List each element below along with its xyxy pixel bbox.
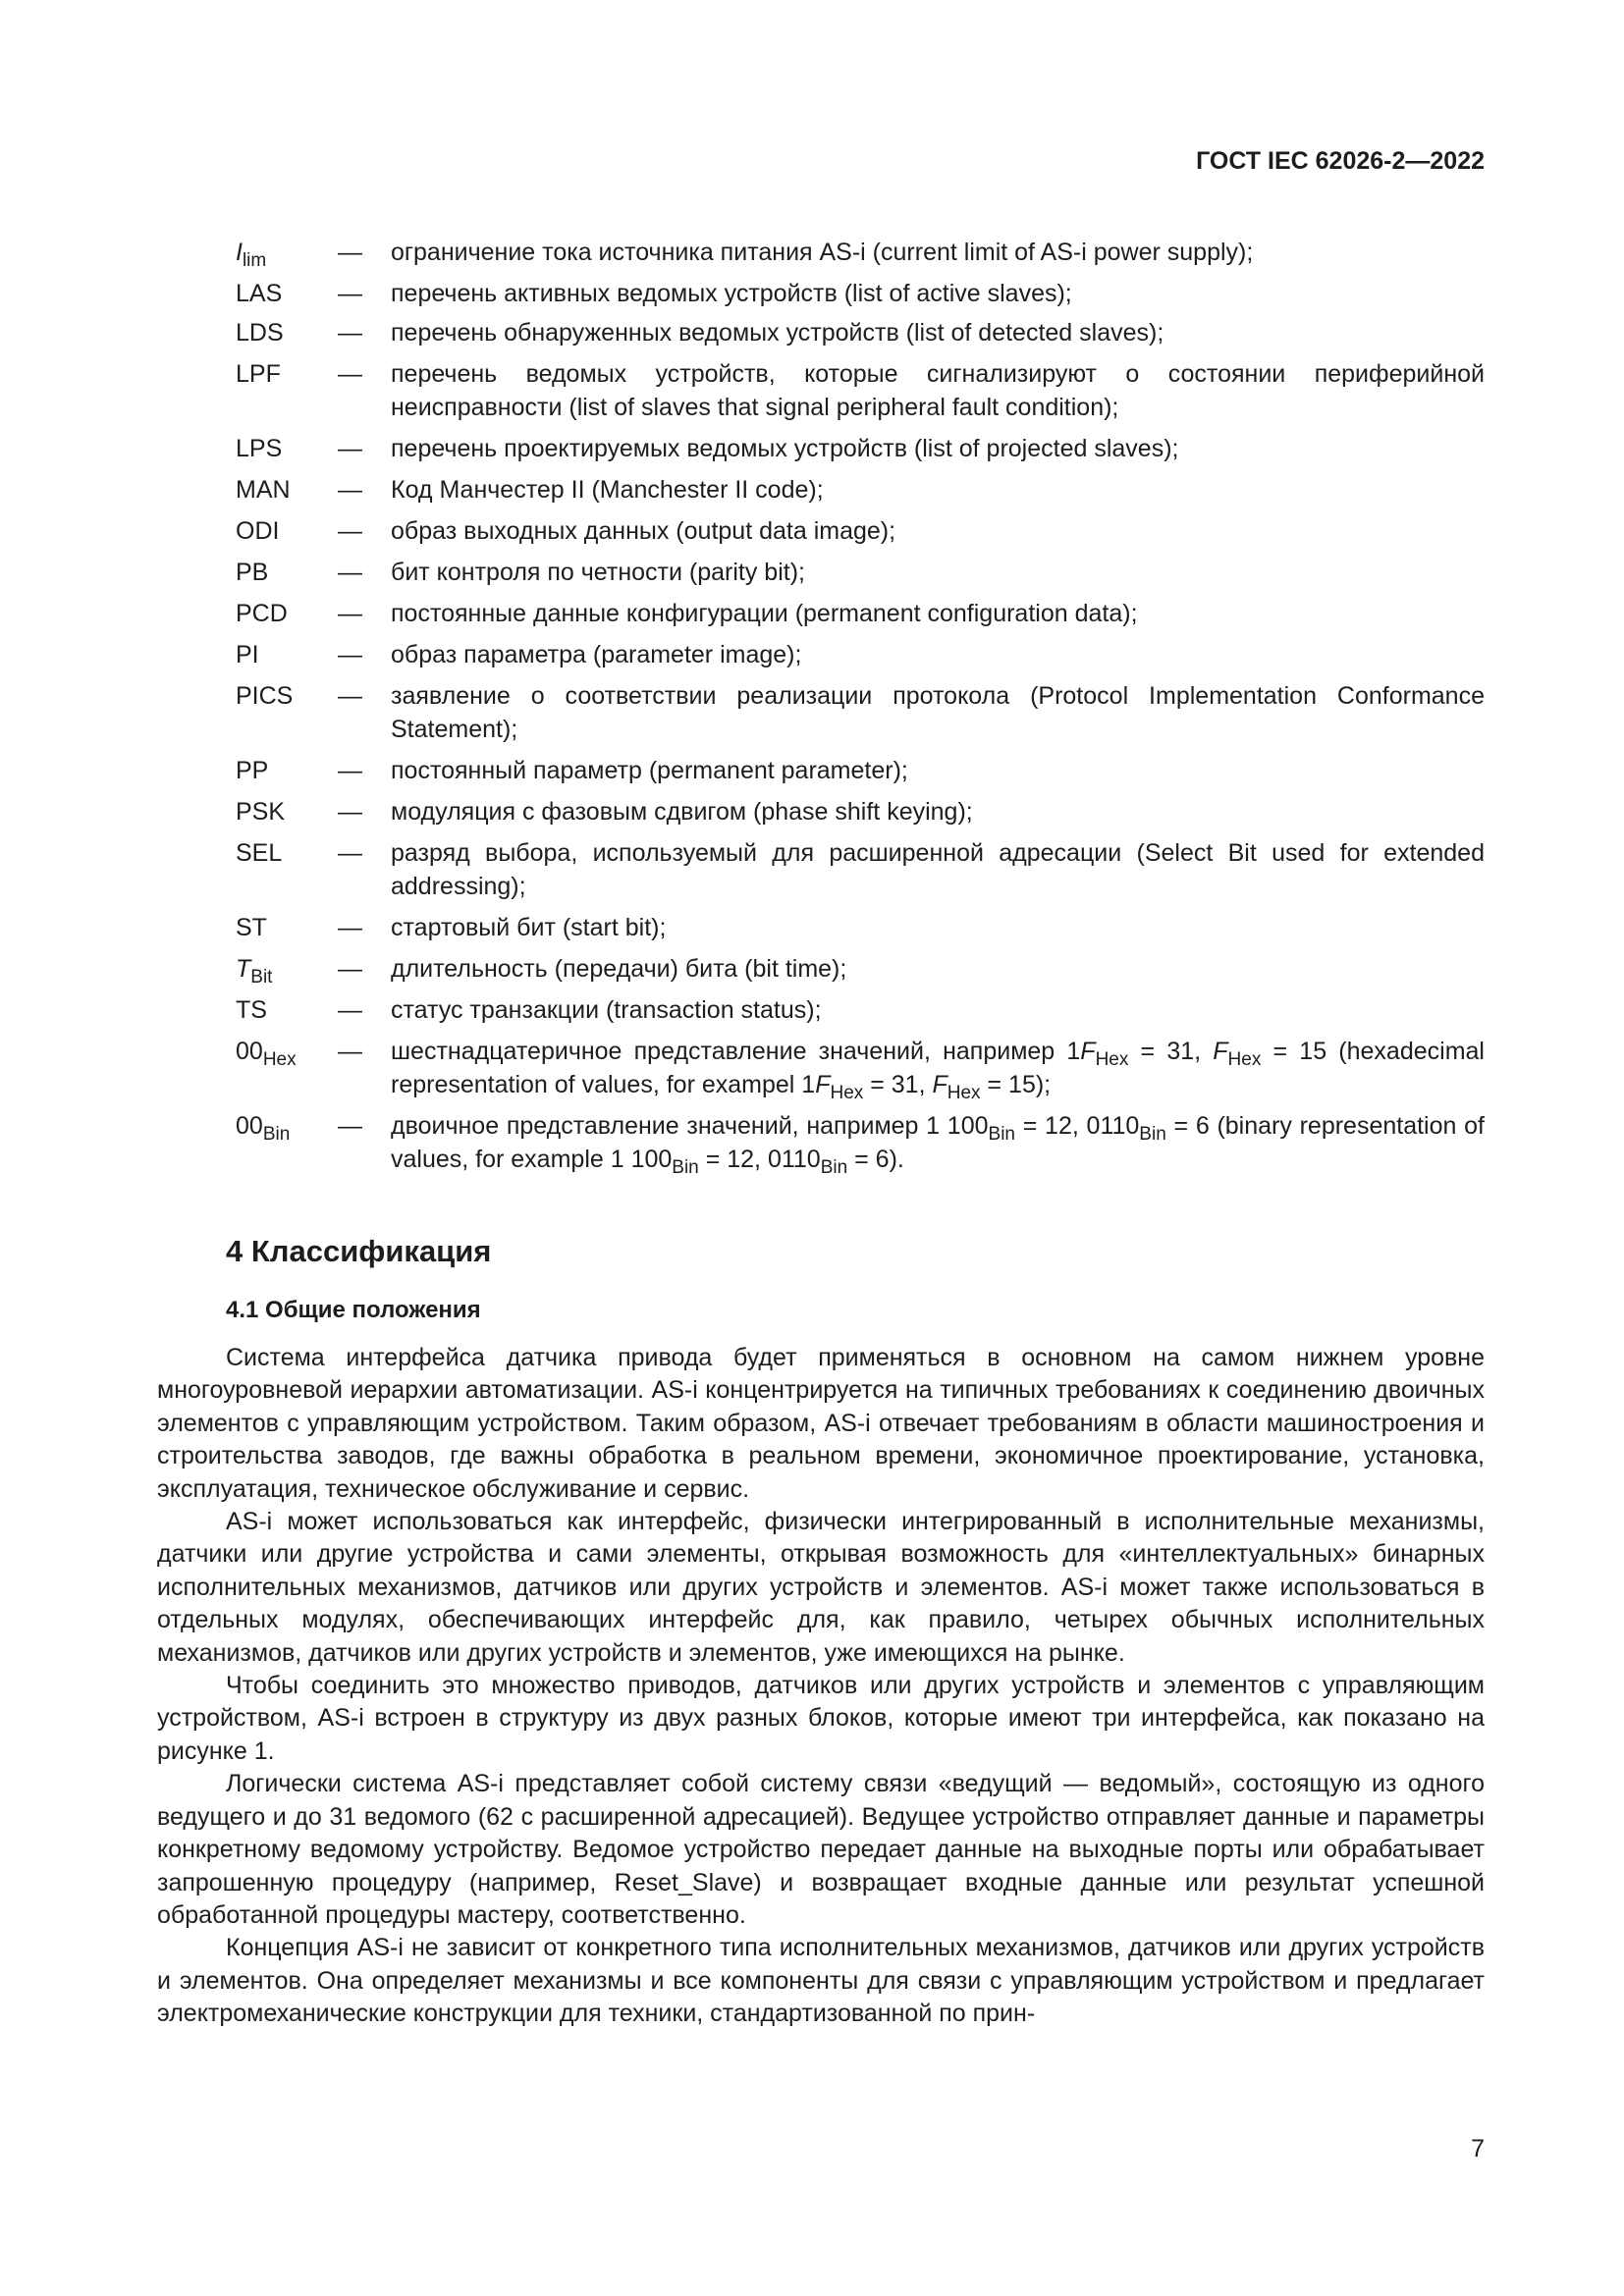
def-text: двоичное представление значений, например 1 100 (391, 1112, 989, 1140)
term-base: 00 (236, 1038, 263, 1065)
term-subscript: lim (242, 250, 267, 271)
paragraph: Логически система AS-i представляет собой систему связи «ведущий — ведомый», состоящую из одного ведущего и до 31 ведомого (62 с расширенной адресацией). Ведущее устройство отправляет данные и параметры конкретному ведомому устройству. Ведомое устройство передает данные на выходные порты или обрабатывает запрошенную процедуру (например, Reset_Slave) и возвращает входные данные или результат успешной обработанной процедуры мастеру, соответственно. (157, 1770, 1485, 1929)
abbreviation-row (236, 836, 1485, 903)
term-base: I (236, 239, 243, 266)
abbreviation-row (236, 473, 1485, 507)
def-symbol: F (932, 1071, 947, 1098)
abbreviation-dash: — (338, 641, 362, 668)
def-text: = 15); (980, 1071, 1052, 1098)
abbreviation-definition: разряд выбора, используемый для расширенной адресации (Select Bit used for extended addressing); (391, 839, 1485, 900)
abbreviation-term (236, 1109, 338, 1176)
abbreviation-term: LDS (236, 319, 284, 347)
abbreviation-dash: — (338, 914, 362, 941)
abbreviation-row (236, 357, 1485, 424)
standard-header: ГОСТ IEC 62026-2—2022 (1196, 147, 1485, 175)
abbreviation-definition: длительность (передачи) бита (bit time); (391, 955, 847, 983)
def-symbol: F (1080, 1038, 1096, 1065)
term-subscript: Bin (262, 1124, 291, 1145)
section-heading: 4 Классификация (226, 1234, 492, 1268)
abbreviation-row (236, 993, 1485, 1027)
abbreviation-definition: Код Манчестер II (Manchester II code); (391, 476, 824, 504)
abbreviation-term: ODI (236, 517, 280, 545)
abbreviation-definition: стартовый бит (start bit); (391, 914, 667, 941)
abbreviation-dash: — (338, 1038, 362, 1065)
abbreviation-term: PSK (236, 798, 286, 826)
abbreviation-term: SEL (236, 839, 283, 867)
term-base: T (236, 955, 251, 983)
abbreviation-definition: постоянный параметр (permanent parameter); (391, 757, 908, 784)
abbreviation-row (236, 911, 1485, 944)
def-text: = 6). (847, 1146, 904, 1173)
abbreviation-dash: — (338, 476, 362, 504)
def-symbol: F (815, 1071, 831, 1098)
abbreviation-row (236, 277, 1485, 310)
abbreviation-definition: образ параметра (parameter image); (391, 641, 802, 668)
abbreviation-row (236, 556, 1485, 589)
abbreviation-dash: — (338, 435, 362, 462)
def-symbol: F (1213, 1038, 1228, 1065)
abbreviation-term: PP (236, 757, 269, 784)
paragraph: Чтобы соединить это множество приводов, датчиков или других устройств и элементов с управляющим устройством, AS-i встроен в структуру из двух разных блоков, которые имеют три интерфейса, как показано на рисунке 1. (157, 1672, 1485, 1765)
abbreviation-definition: статус транзакции (transaction status); (391, 996, 822, 1024)
abbreviation-term: MAN (236, 476, 291, 504)
abbreviation-definition: перечень активных ведомых устройств (list of active slaves); (391, 280, 1072, 307)
abbreviation-row (236, 236, 1485, 269)
abbreviation-definition (391, 1035, 1485, 1101)
abbreviation-term: LAS (236, 280, 283, 307)
abbreviation-definition: ограничение тока источника питания AS-i (current limit of AS-i power supply); (391, 239, 1254, 266)
def-subscript: Bin (988, 1124, 1015, 1145)
abbreviation-term: PI (236, 641, 259, 668)
abbreviation-term: PB (236, 559, 269, 586)
def-subscript: Hex (1095, 1049, 1129, 1070)
abbreviation-dash: — (338, 1112, 362, 1140)
body-text (157, 1342, 1485, 2031)
paragraph: Система интерфейса датчика привода будет применяться в основном на самом нижнем уровне многоуровневой иерархии автоматизации. AS-i концентрируется на типичных требованиях к соединению двоичных элементов с управляющим устройством. Таким образом, AS-i отвечает требованиям в области машиностроения и строительства заводов, где важны обработка в реальном времени, экономичное проектирование, установка, эксплуатация, техническое обслуживание и сервис. (157, 1344, 1485, 1503)
abbreviation-definition: заявление о соответствии реализации протокола (Protocol Implementation Conformance Statement); (391, 682, 1485, 743)
term-subscript: Bit (250, 967, 273, 988)
page-number: 7 (1471, 2135, 1485, 2163)
abbreviation-row (236, 679, 1485, 746)
abbreviation-row (236, 1109, 1485, 1176)
abbreviation-definition: перечень обнаруженных ведомых устройств (list of detected slaves); (391, 319, 1164, 347)
abbreviation-dash: — (338, 360, 362, 388)
abbreviation-definition: перечень проектируемых ведомых устройств (list of projected slaves); (391, 435, 1179, 462)
abbreviation-term: PCD (236, 600, 288, 627)
abbreviations-list (236, 236, 1485, 1184)
abbreviation-definition: модуляция с фазовым сдвигом (phase shift keying); (391, 798, 973, 826)
def-text: = 31, (1128, 1038, 1214, 1065)
abbreviation-definition: постоянные данные конфигурации (permanent configuration data); (391, 600, 1138, 627)
def-text: = 15 (hexadecimal representation of values, for exampel 1 (391, 1038, 1485, 1098)
abbreviation-dash: — (338, 955, 362, 983)
abbreviation-term: TS (236, 996, 267, 1024)
def-text: = 12, 0110 (698, 1146, 821, 1173)
def-text: = 6 (binary representation of values, for example 1 100 (391, 1112, 1485, 1173)
def-text: = 31, (863, 1071, 933, 1098)
abbreviation-row (236, 1035, 1485, 1101)
abbreviation-row (236, 754, 1485, 787)
abbreviation-dash: — (338, 996, 362, 1024)
abbreviation-definition (391, 1109, 1485, 1176)
def-subscript: Bin (820, 1157, 848, 1178)
abbreviation-dash: — (338, 682, 362, 710)
abbreviation-dash: — (338, 757, 362, 784)
term-subscript: Hex (262, 1049, 297, 1070)
abbreviation-dash: — (338, 239, 362, 266)
abbreviation-dash: — (338, 839, 362, 867)
abbreviation-dash: — (338, 319, 362, 347)
abbreviation-row (236, 316, 1485, 349)
def-subscript: Hex (830, 1083, 864, 1103)
abbreviation-definition: бит контроля по четности (parity bit); (391, 559, 805, 586)
abbreviation-row (236, 514, 1485, 548)
abbreviation-row (236, 795, 1485, 828)
def-subscript: Hex (1227, 1049, 1262, 1070)
abbreviation-dash: — (338, 517, 362, 545)
abbreviation-term (236, 952, 338, 986)
def-subscript: Hex (947, 1083, 981, 1103)
def-text: = 12, 0110 (1015, 1112, 1140, 1140)
def-subscript: Bin (1139, 1124, 1166, 1145)
paragraph: Концепция AS-i не зависит от конкретного типа исполнительных механизмов, датчиков или других устройств и элементов. Она определяет механизмы и все компоненты для связи с управляющим устройством и предлагает электромеханические конструкции для техники, стандартизованной по прин- (157, 1934, 1485, 2028)
abbreviation-term: LPS (236, 435, 283, 462)
abbreviation-row (236, 597, 1485, 630)
abbreviation-dash: — (338, 559, 362, 586)
def-subscript: Bin (672, 1157, 699, 1178)
subsection-heading: 4.1 Общие положения (226, 1297, 481, 1323)
abbreviation-dash: — (338, 600, 362, 627)
abbreviation-row (236, 638, 1485, 671)
abbreviation-dash: — (338, 798, 362, 826)
abbreviation-definition: образ выходных данных (output data image); (391, 517, 896, 545)
abbreviation-term (236, 236, 338, 269)
paragraph: AS-i может использоваться как интерфейс, физически интегрированный в исполнительные механизмы, датчики или другие устройства и сами элементы, открывая возможность для «интеллектуальных» бинарных исполнительных механизмов, датчиков или других устройств и элементов. AS-i может также использоваться в отдельных модулях, обеспечивающих интерфейс для, как правило, четырех обычных исполнительных механизмов, датчиков или других устройств и элементов, уже имеющихся на рынке. (157, 1508, 1485, 1667)
def-text: шестнадцатеричное представление значений, например 1 (391, 1038, 1081, 1065)
abbreviation-term (236, 1035, 338, 1101)
abbreviation-row (236, 432, 1485, 465)
abbreviation-definition: перечень ведомых устройств, которые сигнализируют о состоянии периферийной неисправности (list of slaves that signal peripheral fault condition); (391, 360, 1485, 421)
abbreviation-dash: — (338, 280, 362, 307)
abbreviation-term: ST (236, 914, 267, 941)
term-base: 00 (236, 1112, 263, 1140)
abbreviation-term: PICS (236, 682, 294, 710)
abbreviation-row (236, 952, 1485, 986)
abbreviation-term: LPF (236, 360, 281, 388)
